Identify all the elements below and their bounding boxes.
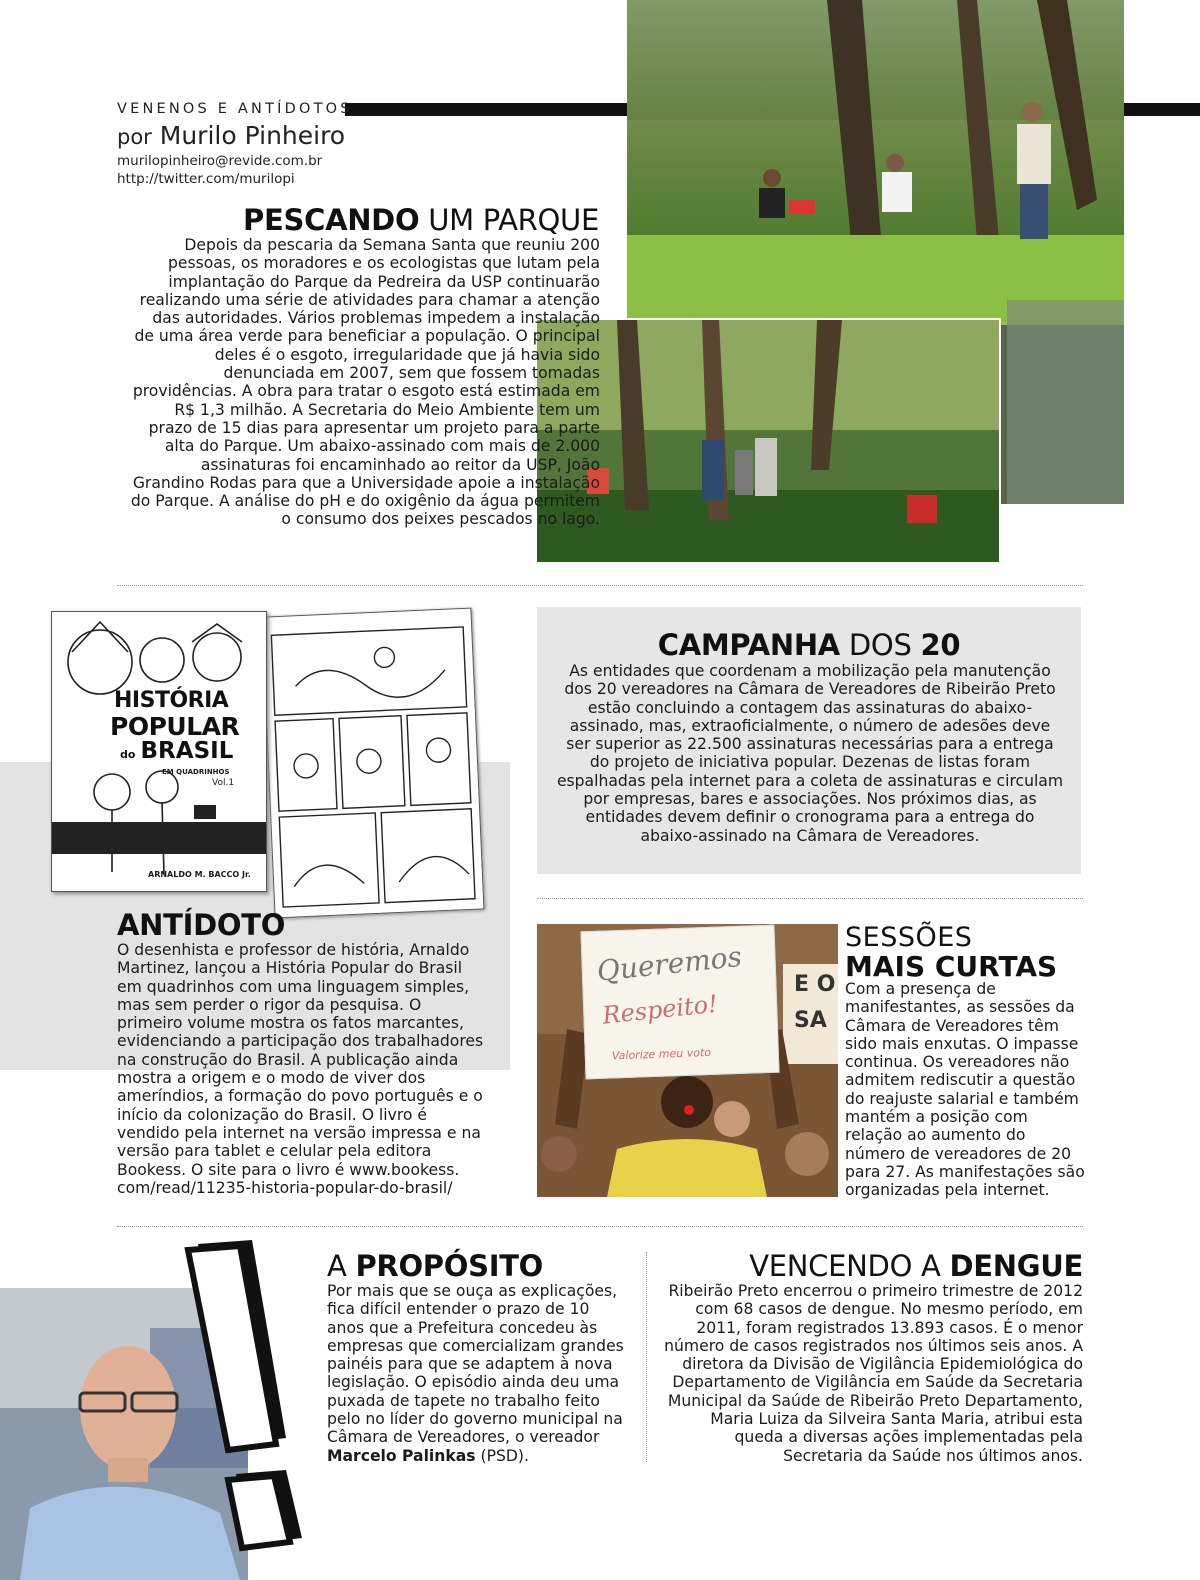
parque-title: PESCANDO UM PARQUE: [243, 203, 599, 237]
comic-title-3: do BRASIL: [120, 738, 234, 764]
divider-vertical: [646, 1252, 647, 1462]
byline-prefix: por: [117, 125, 152, 149]
comic-subtitle: EM QUADRINHOS: [162, 768, 230, 776]
protest-sign: [580, 925, 779, 1080]
vereador-name: Marcelo Palinkas: [327, 1446, 476, 1465]
comic-author: ARNALDO M. BACCO Jr.: [148, 870, 251, 879]
author-twitter[interactable]: http://twitter.com/murilopi: [117, 171, 295, 187]
parque-body: Depois da pescaria da Semana Santa que reuniu 200 pessoas, os moradores e os ecologistas que lutam pela implantação do Parque da Pedreira da USP continuarão realizando uma série de atividades para chamar a atenção das autoridades. Vários problemas impedem a instalação de uma área verde para beneficiar a população. O principal deles é o esgoto, irregularidade que já havia sido denunciada em 2007, sem que fossem tomadas providências. A obra para tratar o esgoto está estimada em R$ 1,3 milhão. A Secretaria do Meio Ambiente tem um prazo de 15 dias para apresentar um projeto para a parte alta do Parque. Um abaixo-assinado com mais de 2.000 assinaturas foi encaminhado ao reitor da USP, João Grandino Rodas para que a Universidade apoie a instalação do Parque. A análise do pH e do oxigênio da água permitem o consumo dos peixes pescados no lago.: [130, 236, 600, 529]
sessoes-title-2: MAIS CURTAS: [845, 950, 1058, 983]
author-name: Murilo Pinheiro: [159, 121, 346, 150]
column-name: VENENOS E ANTÍDOTOS: [117, 101, 353, 117]
campanha-title: CAMPANHA DOS 20: [657, 628, 961, 662]
divider-3: [117, 1226, 1083, 1227]
protest-side-sign-2: SA: [794, 1008, 827, 1033]
comic-title-2: POPULAR: [110, 712, 240, 741]
exclamation-icon: [170, 1238, 325, 1568]
protest-sign-line2: Respeito!: [601, 989, 719, 1030]
protest-side-sign-1: E O: [794, 972, 836, 997]
proposito-body: Por mais que se ouça as explicações, fica difícil entender o prazo de 10 anos que a Prefeitura concedeu às empresas que comercializam grandes painéis para que se adaptem à nova legislação. O episódio ainda deu uma puxada de tapete no trabalho feito pelo no líder do governo municipal na Câmara de Vereadores, o vereador Marcelo Palinkas (PSD).: [327, 1282, 624, 1465]
sessoes-body: Com a presença de manifestantes, as sessões da Câmara de Vereadores têm sido mais enxutas. O impasse continua. Os vereadores não admitem rediscutir a questão do reajuste salarial e também mantém a posição com relação ao aumento do número de vereadores de 20 para 27. As manifestações são organizadas pela internet.: [845, 980, 1085, 1200]
header-rule-left: [345, 103, 627, 116]
comic-cover: [51, 611, 267, 892]
campanha-body: As entidades que coordenam a mobilização pela manutenção dos 20 vereadores na Câmara de Vereadores de Ribeirão Preto estão concluindo a contagem das assinaturas do abaixo-assinado, mas, extraoficialmente, o número de adesões deve ser superior as 22.500 assinaturas necessárias para a entrega do projeto de iniciativa popular. Dezenas de listas foram espalhadas pela internet para a coleta de assinaturas e circulam por empresas, bares e associações. Nos próximos dias, as entidades devem definir o cronograma para a entrega do abaixo-assinado na Câmara de Vereadores.: [556, 662, 1064, 845]
antidoto-title: ANTÍDOTO: [117, 908, 286, 942]
dengue-body: Ribeirão Preto encerrou o primeiro trimestre de 2012 com 68 casos de dengue. No mesmo período, em 2011, foram registrados 13.893 casos. É o menor número de casos registrados nos últimos seis anos. A diretora da Divisão de Vigilância Epidemiológica do Departamento de Vigilância em Saúde da Secretaria Municipal da Saúde de Ribeirão Preto Departamento, Maria Luiza da Silveira Santa Maria, atribui esta queda a diversas ações implementadas pela Secretaria da Saúde nos últimos anos.: [664, 1282, 1083, 1465]
antidoto-body: O desenhista e professor de história, Arnaldo Martinez, lançou a História Popular do Brasil em quadrinhos com uma linguagem simples, mas sem perder o rigor da pesquisa. O primeiro volume mostra os fatos marcantes, evidenciando a participação dos trabalhadores na construção do Brasil. A publicação ainda mostra a origem e o modo de viver dos ameríndios, a formação do povo português e o início da colonização do Brasil. O livro é vendido pela internet na versão impressa e na versão para tablet e celular pela editora Bookess. O site para o livro é www.bookess. com/read/11235-historia-popular-do-brasil/: [117, 941, 484, 1197]
protest-sign-line1: Queremos: [595, 939, 744, 988]
protest-photo: [537, 924, 838, 1197]
dengue-title: VENCENDO A DENGUE: [749, 1249, 1083, 1283]
comic-volume: Vol.1: [212, 778, 235, 788]
author-email[interactable]: murilopinheiro@revide.com.br: [117, 153, 323, 169]
park-photo-bottom: [537, 320, 999, 562]
sessoes-title-1: SESSÕES: [845, 922, 973, 953]
header-rule-right: [1124, 103, 1200, 116]
divider-1: [117, 585, 1083, 586]
protest-sign-line3: Valorize meu voto: [611, 1045, 712, 1063]
divider-2: [537, 898, 1083, 899]
comic-title-1: HISTÓRIA: [114, 688, 229, 713]
proposito-title: A PROPÓSITO: [327, 1249, 544, 1283]
comic-inner-page: [262, 608, 485, 919]
byline: [117, 121, 345, 150]
